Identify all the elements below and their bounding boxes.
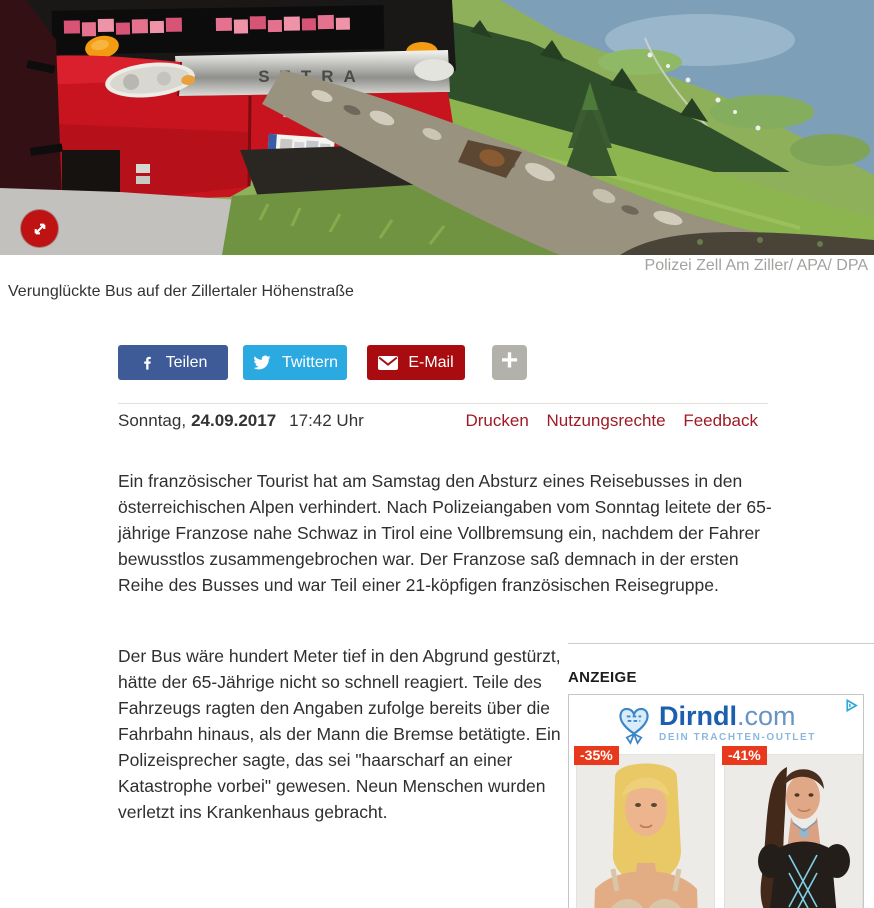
ad-rail — [568, 643, 874, 908]
envelope-icon — [378, 356, 398, 370]
twitter-bird-icon — [252, 354, 272, 371]
blonde-model-image — [577, 755, 714, 908]
meta-links — [452, 411, 768, 431]
adchoices-triangle-icon[interactable] — [844, 698, 859, 718]
ad-banner[interactable] — [568, 694, 864, 908]
share-twitter-label: Twittern — [281, 353, 338, 371]
discount-badge-left: -35% — [574, 746, 619, 765]
ad-brand-name: Dirndl — [659, 701, 737, 731]
photo-credit: Polizei Zell Am Ziller/ APA/ DPA — [644, 257, 868, 274]
ad-product-right[interactable] — [724, 747, 863, 908]
article-photo[interactable] — [0, 0, 874, 255]
photo-caption: Verunglückte Bus auf der Zillertaler Höhenstraße — [8, 283, 354, 300]
ad-tagline: DEIN TRACHTEN-OUTLET — [659, 732, 816, 743]
ad-divider — [568, 643, 874, 644]
share-facebook-label: Teilen — [165, 353, 208, 371]
link-nutzungsrechte[interactable]: Nutzungsrechte — [546, 411, 666, 430]
meta-row — [118, 411, 768, 431]
share-more-button[interactable]: + — [492, 345, 527, 380]
ad-brand-tld: .com — [737, 701, 796, 731]
ad-brand-logo — [569, 695, 863, 747]
meta-divider — [118, 403, 768, 404]
ad-label: ANZEIGE — [568, 669, 637, 686]
meta-date: 24.09.2017 — [191, 411, 277, 430]
expand-image-button[interactable] — [21, 210, 58, 247]
heart-bow-icon — [616, 703, 652, 747]
link-drucken[interactable]: Drucken — [465, 411, 529, 430]
article-paragraph-2: Der Bus wäre hundert Meter tief in den Abgrund gestürzt, hätte der 65-Jährige nicht so schnell reagiert. Teile des Fahrzeugs ragten den Angaben zufolge bereits über die Fahrbahn hinaus, als der Mann die Bremse betätigte. Ein Polizeisprecher sagte, das sei "haarscharf an einer Katastrophe vorbei" gewesen. Neun Menschen wurden verletzt ins Krankenhaus gebracht. — [118, 645, 561, 822]
expand-arrows-icon — [29, 218, 51, 240]
meta-time: 17:42 Uhr — [289, 411, 364, 430]
link-feedback[interactable]: Feedback — [683, 411, 758, 430]
share-twitter-button[interactable] — [243, 345, 347, 380]
bus-accident-photo-illustration — [0, 0, 874, 255]
brunette-model-image — [725, 755, 862, 908]
share-email-label: E-Mail — [408, 353, 454, 371]
ad-product-left[interactable] — [576, 747, 715, 908]
share-facebook-button[interactable] — [118, 345, 228, 380]
share-buttons-row — [118, 345, 527, 380]
facebook-f-icon — [139, 354, 156, 371]
article-paragraph-1: Ein französischer Tourist hat am Samstag den Absturz eines Reisebusses in den österreichischen Alpen verhindert. Nach Polizeiangaben vom Sonntag leitete der 65-jährige Franzose nahe Schwaz in Tirol eine Vollbremsung ein, nachdem der Fahrer bewusstlos zusammengebrochen war. Der Franzose saß demnach in der ersten Reihe des Busses und war Teil einer 21-köpfigen französischen Reisegruppe. — [118, 470, 772, 595]
discount-badge-right: -41% — [722, 746, 767, 765]
meta-day: Sonntag, — [118, 411, 187, 430]
ad-products-row — [569, 747, 863, 908]
bus-brand-text: SETRA — [258, 67, 366, 86]
share-email-button[interactable] — [367, 345, 465, 380]
